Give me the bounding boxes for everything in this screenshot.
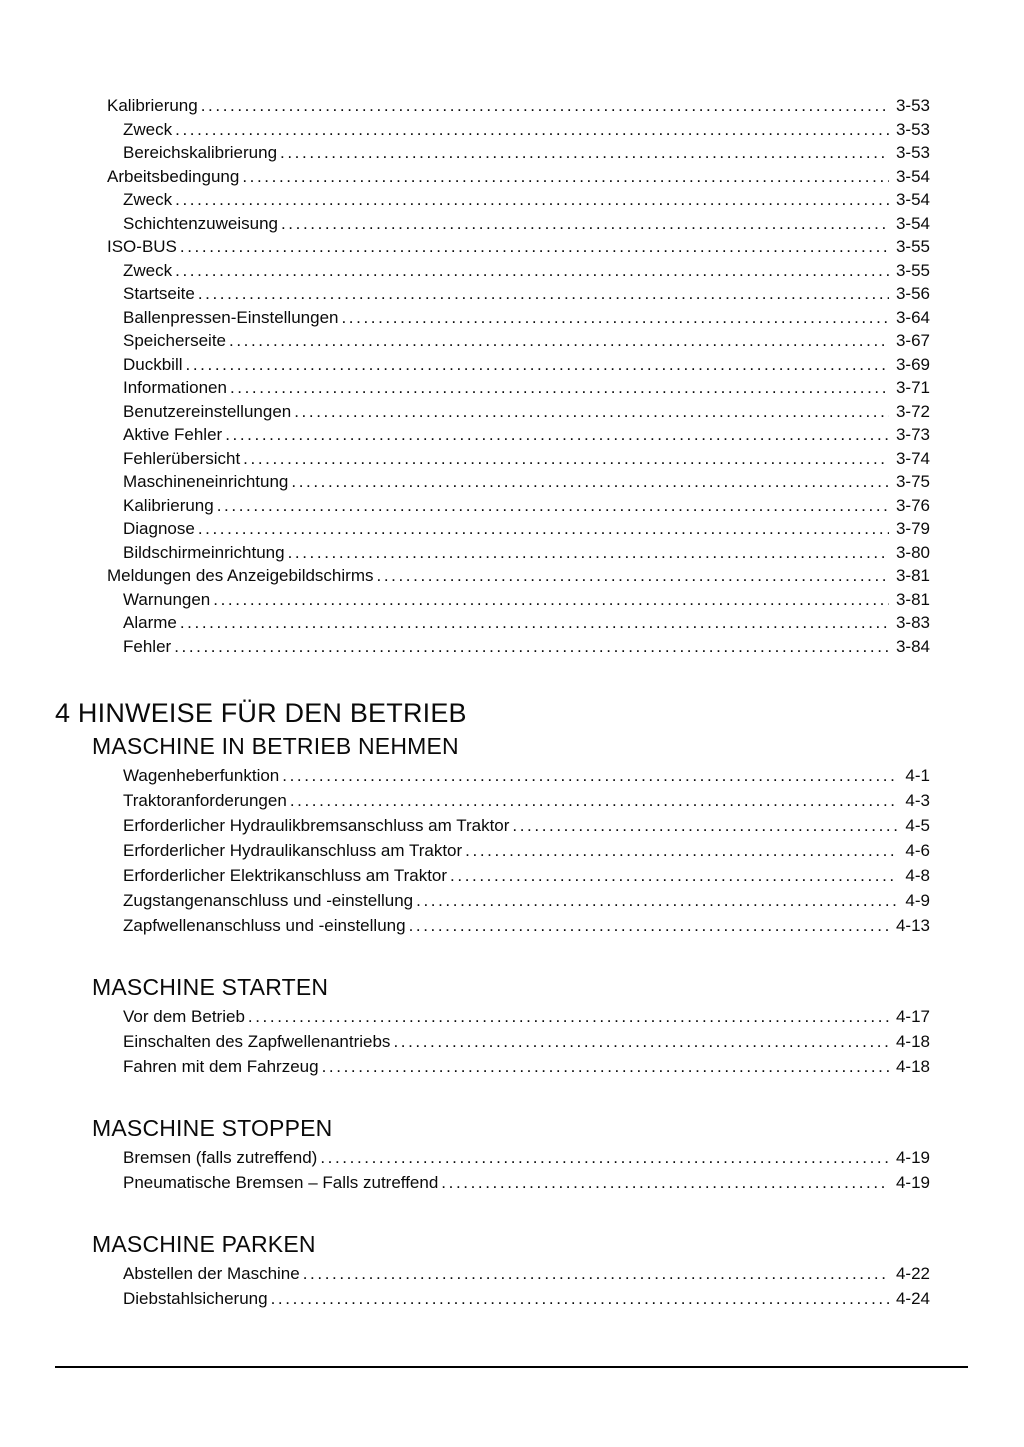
toc-entry-title: Ballenpressen-Einstellungen — [123, 307, 339, 327]
toc-entry-page-number: 4-18 — [895, 1057, 930, 1076]
toc-entry-title: Duckbill — [123, 354, 183, 374]
section-heading: MASCHINE PARKEN — [92, 1231, 316, 1257]
toc-entry-title: Vor dem Betrieb — [123, 1007, 245, 1026]
toc-entry-page-number: 3-54 — [895, 213, 930, 233]
toc-entry-page-number: 4-9 — [905, 891, 930, 910]
toc-entry-page-number: 4-13 — [895, 916, 930, 935]
toc-entry-page-number: 3-56 — [895, 284, 930, 303]
dot-leader — [229, 329, 889, 353]
toc-entry-page-number: 4-18 — [895, 1032, 930, 1051]
toc-entry-page-number: 4-17 — [895, 1007, 930, 1026]
toc-entry-title: Fehler — [123, 636, 172, 656]
toc-entry-title: Einschalten des Zapfwellenantriebs — [123, 1032, 391, 1051]
toc-entry-page-number: 3-53 — [895, 96, 930, 115]
toc-entry-title: Alarme — [123, 613, 177, 632]
toc-entry-title: Zapfwellenanschluss und -einstellung — [123, 916, 406, 935]
toc-entry — [55, 541, 930, 565]
dot-leader — [180, 235, 889, 259]
toc-entry-title: Informationen — [123, 378, 227, 397]
dot-leader — [450, 863, 898, 888]
section-entries — [55, 763, 930, 938]
dot-leader — [512, 813, 898, 838]
toc-chapter3-block — [55, 94, 930, 658]
section-entries — [55, 1004, 930, 1079]
toc-entry-page-number: 3-73 — [895, 425, 930, 444]
toc-entry — [55, 494, 930, 518]
toc-entry-page-number: 4-22 — [895, 1264, 930, 1283]
toc-entry-title: Diagnose — [123, 519, 195, 538]
dot-leader — [174, 635, 889, 659]
toc-entry — [55, 888, 930, 913]
toc-entry — [55, 588, 930, 612]
dot-leader — [409, 913, 889, 938]
toc-entry — [55, 447, 930, 471]
toc-entry-page-number: 3-83 — [895, 613, 930, 632]
toc-entry-title: Aktive Fehler — [123, 425, 223, 444]
toc-entry-title: Startseite — [123, 284, 195, 303]
toc-entry-page-number: 3-71 — [895, 378, 930, 397]
dot-leader — [290, 788, 899, 813]
toc-entry — [55, 1170, 930, 1195]
toc-entry-page-number: 4-8 — [905, 866, 930, 885]
dot-leader — [303, 1261, 889, 1286]
toc-entry-title: Zweck — [123, 190, 173, 209]
section-heading: MASCHINE IN BETRIEB NEHMEN — [92, 733, 459, 759]
dot-leader — [288, 541, 889, 565]
dot-leader — [242, 165, 889, 189]
toc-entry-title: Traktoranforderungen — [123, 791, 287, 810]
toc-entry — [55, 470, 930, 494]
toc-entry — [55, 94, 930, 118]
toc-entry — [55, 1029, 930, 1054]
dot-leader — [291, 470, 889, 494]
dot-leader — [230, 376, 889, 400]
dot-leader — [201, 94, 889, 118]
toc-entry-title: Bildschirmeinrichtung — [123, 542, 285, 562]
toc-entry — [55, 813, 930, 838]
toc-entry — [55, 188, 930, 212]
toc-entry — [55, 1286, 930, 1311]
toc-entry — [55, 1004, 930, 1029]
toc-entry-page-number: 3-53 — [895, 143, 930, 162]
toc-entry-page-number: 4-5 — [905, 816, 930, 835]
toc-entry-title: Maschineneinrichtung — [123, 472, 289, 491]
toc-entry — [55, 913, 930, 938]
toc-entry — [55, 1054, 930, 1079]
toc-entry — [55, 517, 930, 541]
dot-leader — [217, 494, 889, 518]
dot-leader — [198, 282, 889, 306]
toc-entry-page-number: 3-84 — [895, 636, 930, 656]
toc-entry — [55, 376, 930, 400]
toc-entry — [55, 212, 930, 236]
toc-entry — [55, 353, 930, 377]
toc-entry-title: Kalibrierung — [123, 495, 214, 515]
dot-leader — [225, 423, 889, 447]
toc-entry — [55, 763, 930, 788]
toc-entry-title: Fahren mit dem Fahrzeug — [123, 1057, 319, 1076]
toc-section — [55, 974, 930, 1079]
dot-leader — [393, 1029, 889, 1054]
toc-entry-page-number: 3-79 — [895, 519, 930, 538]
footer-rule — [55, 1366, 968, 1368]
toc-entry — [55, 1145, 930, 1170]
toc-entry-title: Kalibrierung — [107, 96, 198, 115]
toc-entry-page-number: 3-80 — [895, 542, 930, 562]
toc-entry-page-number: 3-75 — [895, 472, 930, 491]
toc-entry-page-number: 3-74 — [895, 448, 930, 468]
toc-entry-page-number: 4-19 — [895, 1173, 930, 1192]
toc-entry-title: Zugstangenanschluss und -einstellung — [123, 891, 414, 910]
dot-leader — [248, 1004, 889, 1029]
toc-entry-page-number: 3-69 — [895, 354, 930, 374]
dot-leader — [465, 838, 898, 863]
toc-entry-title: Zweck — [123, 119, 173, 139]
toc-entry-page-number: 3-64 — [895, 307, 930, 327]
toc-entry — [55, 141, 930, 165]
toc-entry-title: Bremsen (falls zutreffend) — [123, 1148, 318, 1167]
dot-leader — [186, 353, 889, 377]
toc-entry — [55, 165, 930, 189]
toc-section — [55, 1115, 930, 1195]
toc-entry-title: Zweck — [123, 260, 173, 280]
toc-entry — [55, 118, 930, 142]
toc-entry-page-number: 3-53 — [895, 119, 930, 139]
toc-entry-page-number: 4-19 — [895, 1148, 930, 1167]
toc-entry-title: Speicherseite — [123, 331, 227, 350]
section-heading: MASCHINE STARTEN — [92, 974, 329, 1000]
toc-entry — [55, 423, 930, 447]
toc-entry-title: Diebstahlsicherung — [123, 1289, 268, 1308]
toc-entry-title: Erforderlicher Hydraulikbremsanschluss am Traktor — [123, 816, 510, 835]
dot-leader — [281, 212, 889, 236]
toc-entry-title: Meldungen des Anzeigebildschirms — [107, 566, 374, 585]
dot-leader — [175, 188, 889, 212]
toc-section — [55, 1231, 930, 1311]
toc-entry — [55, 282, 930, 306]
toc-entry-title: Abstellen der Maschine — [123, 1264, 300, 1283]
toc-entry-page-number: 3-54 — [895, 166, 930, 186]
toc-entry-title: ISO-BUS — [107, 237, 177, 256]
dot-leader — [294, 400, 889, 424]
toc-entry-title: Erforderlicher Elektrikanschluss am Traktor — [123, 866, 448, 885]
toc-entry-title: Fehlerübersicht — [123, 448, 241, 468]
toc-entry-title: Arbeitsbedingung — [107, 166, 240, 186]
toc-entry-page-number: 4-3 — [905, 791, 930, 810]
toc-entry — [55, 1261, 930, 1286]
chapter-heading: 4 HINWEISE FÜR DEN BETRIEB — [55, 698, 467, 728]
dot-leader — [175, 259, 889, 283]
toc-entry — [55, 611, 930, 635]
toc-entry-title: Schichtenzuweisung — [123, 213, 278, 233]
toc-entry — [55, 329, 930, 353]
toc-entry-page-number: 3-81 — [895, 566, 930, 585]
dot-leader — [320, 1145, 889, 1170]
toc-entry-page-number: 3-54 — [895, 190, 930, 209]
dot-leader — [416, 888, 898, 913]
toc-entry-page-number: 3-72 — [895, 401, 930, 421]
toc-entry-page-number: 4-24 — [895, 1289, 930, 1308]
toc-entry — [55, 400, 930, 424]
dot-leader — [180, 611, 889, 635]
toc-entry — [55, 838, 930, 863]
chapter-sections — [55, 733, 930, 1311]
section-entries — [55, 1261, 930, 1311]
section-entries — [55, 1145, 930, 1195]
dot-leader — [341, 306, 888, 330]
dot-leader — [441, 1170, 889, 1195]
toc-entry-page-number: 3-81 — [895, 589, 930, 609]
toc-entry-title: Benutzereinstellungen — [123, 401, 292, 421]
dot-leader — [175, 118, 889, 142]
toc-entry — [55, 788, 930, 813]
dot-leader — [213, 588, 889, 612]
dot-leader — [243, 447, 889, 471]
toc-entry — [55, 259, 930, 283]
dot-leader — [282, 763, 898, 788]
toc-entry — [55, 564, 930, 588]
toc-entry-title: Pneumatische Bremsen – Falls zutreffend — [123, 1173, 439, 1192]
toc-entry — [55, 235, 930, 259]
toc-entry — [55, 863, 930, 888]
toc-entry-page-number: 3-55 — [895, 260, 930, 280]
toc-entry-page-number: 3-67 — [895, 331, 930, 350]
toc-section — [55, 733, 930, 938]
toc-entry — [55, 306, 930, 330]
dot-leader — [322, 1054, 889, 1079]
dot-leader — [198, 517, 889, 541]
toc-entry-title: Erforderlicher Hydraulikanschluss am Traktor — [123, 841, 463, 860]
toc-entry-title: Warnungen — [123, 589, 211, 609]
toc-entry-title: Bereichskalibrierung — [123, 143, 278, 162]
toc-entry-page-number: 4-1 — [905, 766, 930, 785]
dot-leader — [271, 1286, 889, 1311]
toc-entry-page-number: 3-55 — [895, 237, 930, 256]
toc-entry-title: Wagenheberfunktion — [123, 766, 280, 785]
toc-entry-page-number: 4-6 — [905, 841, 930, 860]
toc-entry-page-number: 3-76 — [895, 495, 930, 515]
dot-leader — [280, 141, 889, 165]
dot-leader — [377, 564, 889, 588]
toc-entry — [55, 635, 930, 659]
section-heading: MASCHINE STOPPEN — [92, 1115, 333, 1141]
